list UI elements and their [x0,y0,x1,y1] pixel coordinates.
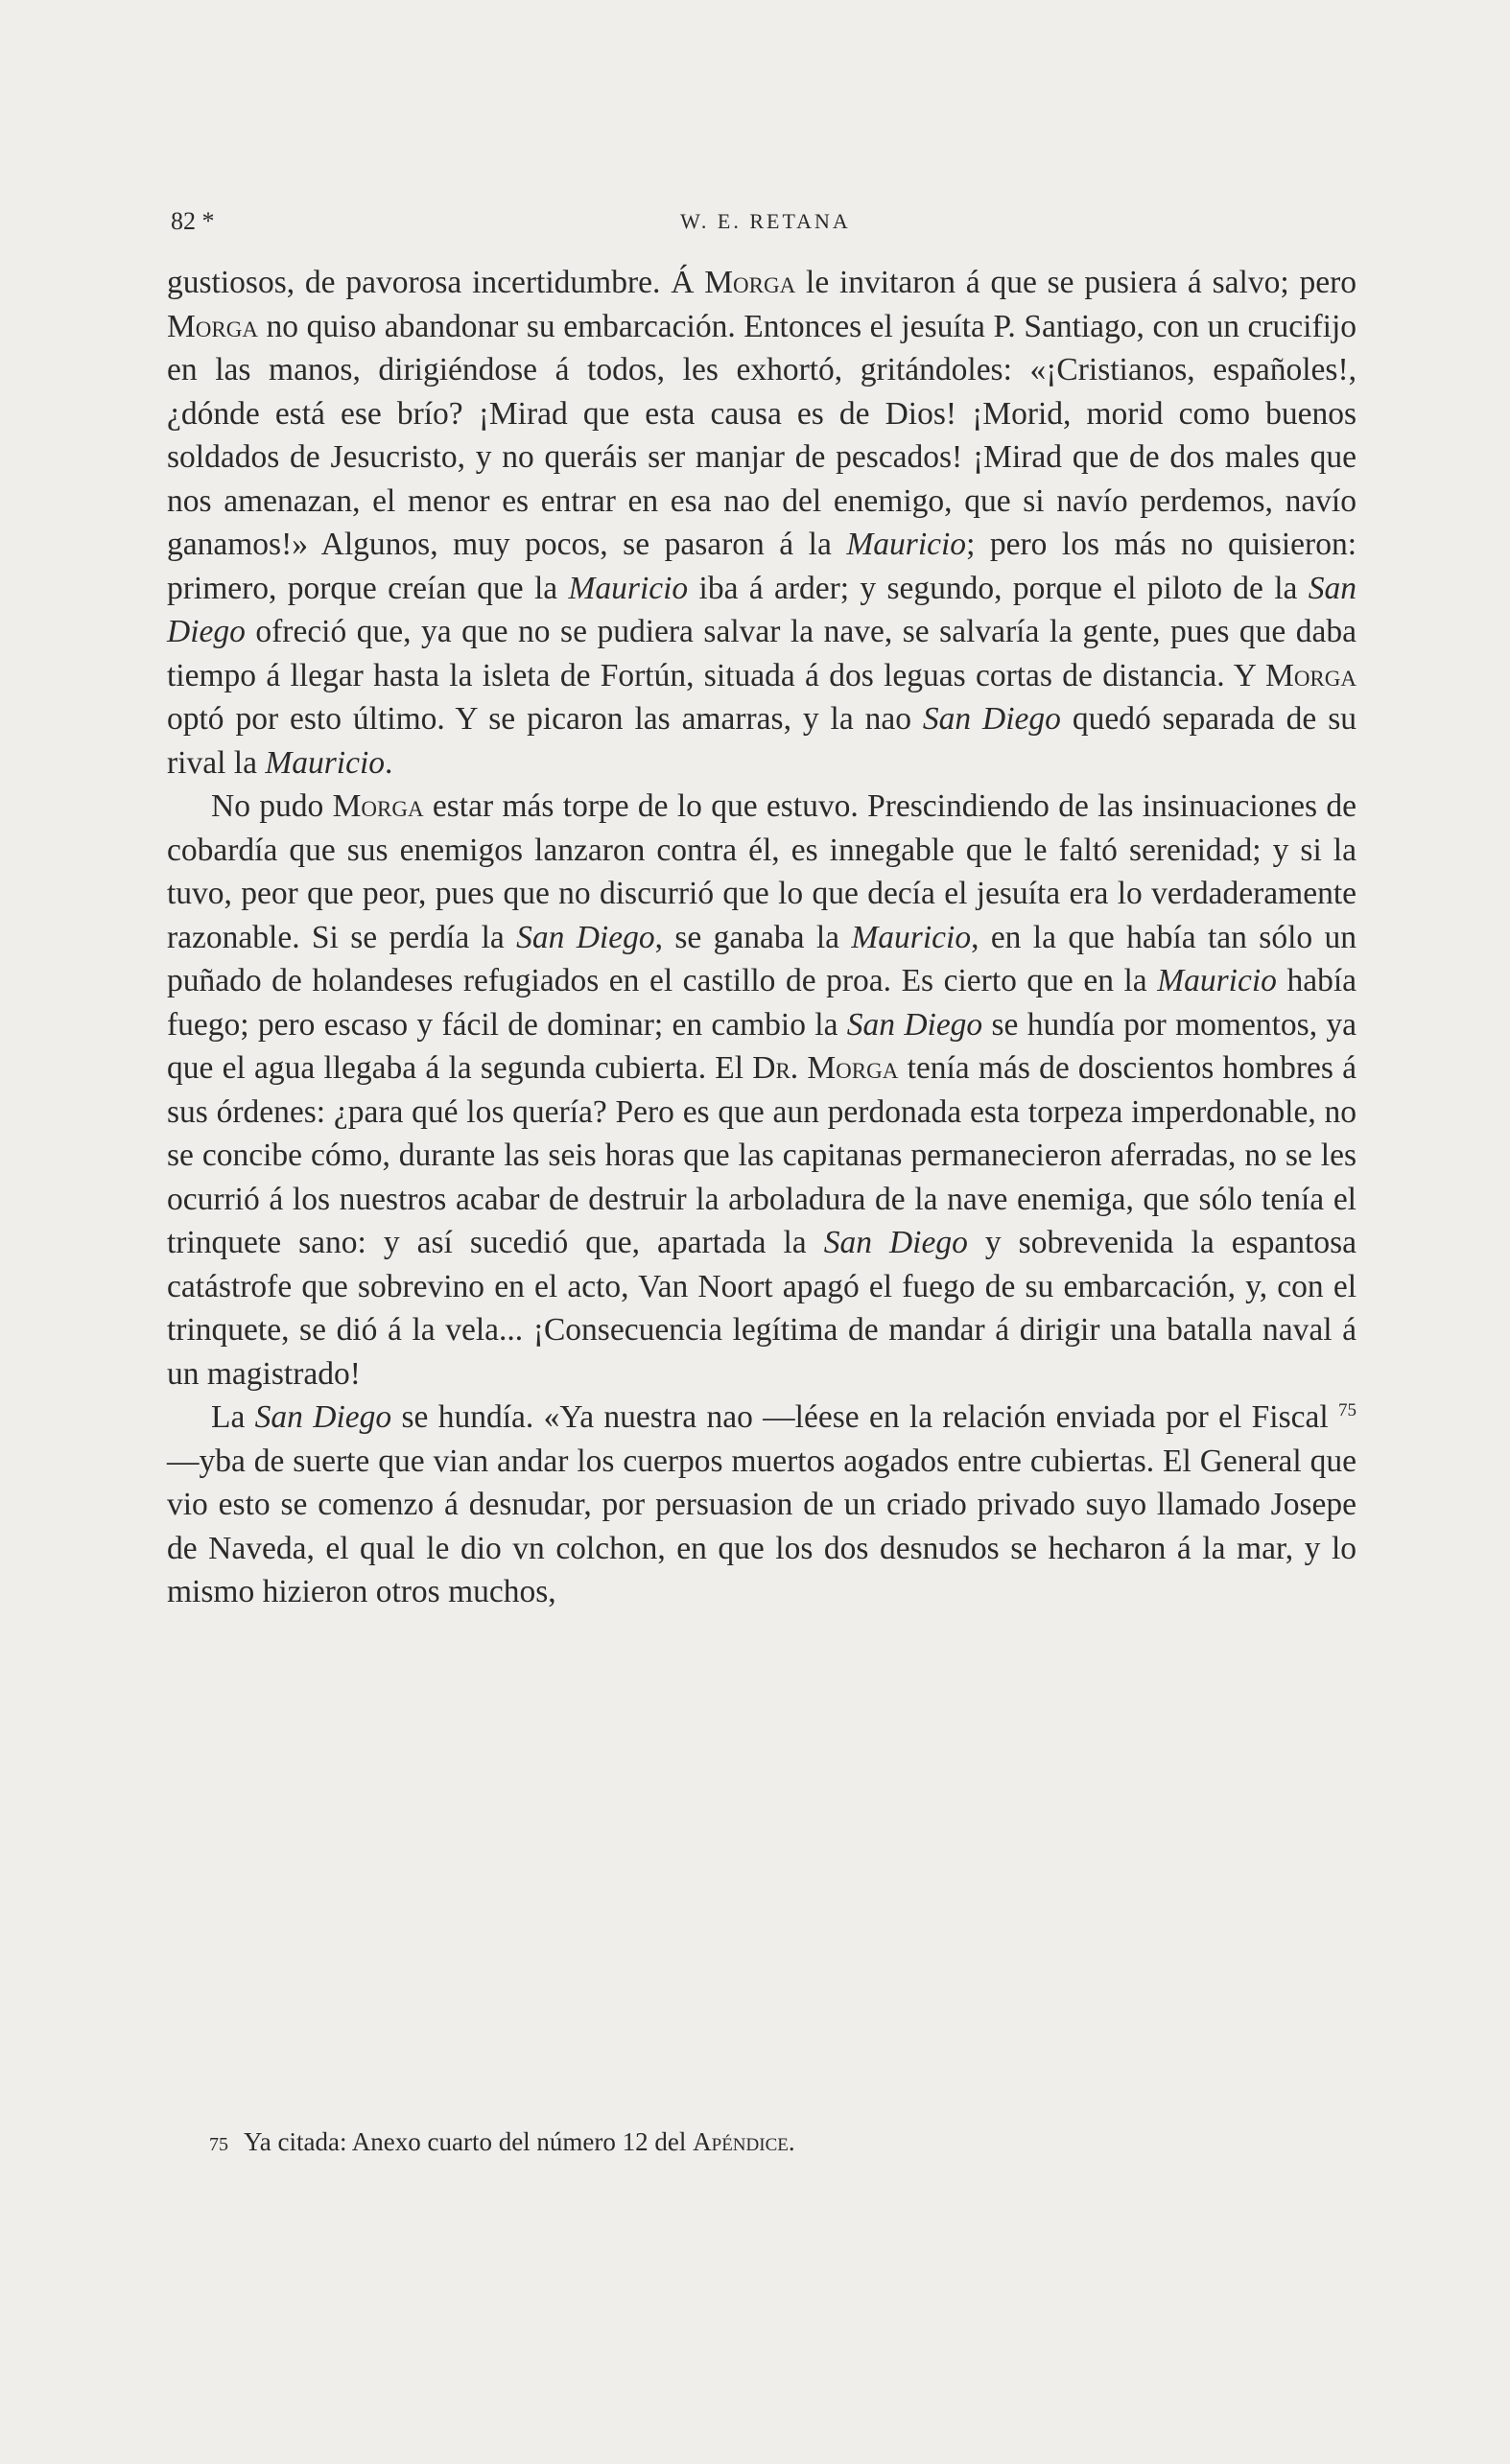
ship-name: Mauricio [1157,963,1277,998]
person-name: Dr. Morga [752,1050,899,1086]
ship-name: Mauricio [265,744,386,781]
text-run: . [385,744,393,781]
person-name: Morga [167,308,258,344]
text-run: , en la que había tan sólo un puñado de holandeses refugiados en el castillo de proa. Es cierto que en la [167,919,1357,998]
text-run: No pudo [211,788,333,824]
person-name: Morga [704,265,796,300]
text-run: se hundía por momentos, ya que el agua llegaba á la segunda cubierta. El [167,1006,1357,1086]
person-name: Morga [1265,657,1357,693]
text-run: tenía más de doscientos hombres á sus órdenes: ¿para qué los quería? Pero es que aun perdonada esta torpeza imperdonable, no se concibe cómo, durante las seis horas que las capitanas permanecieron aferradas, no se les ocurrió á los nuestros acabar de destruir la arboladura de la nave enemiga, que sólo tenía el trinquete sano: y así sucedió que, apartada la [167,1050,1357,1260]
text-run: iba á arder; y segundo, porque el piloto de la [688,570,1309,606]
text-run: optó por esto último. Y se picaron las amarras, y la nao [167,701,923,737]
text-run: ofreció que, ya que no se pudiera salvar la nave, se salvaría la gente, pues que daba tiempo á llegar hasta la isleta de Fortún, situada á dos leguas cortas de distancia. Y [167,614,1357,693]
ship-name: Mauricio [846,527,967,562]
ship-name: San Diego [846,1006,983,1043]
page-number: 82 * [171,207,215,235]
footnote-number: 75 [209,2134,228,2155]
ship-name: San Diego [823,1225,968,1260]
footnote-ref: Apéndice [693,2127,789,2156]
paragraph [167,1396,1357,1614]
text-run: no quiso abandonar su embarcación. Entonces el jesuíta P. Santiago, con un crucifijo en las manos, dirigiéndose á todos, les exhortó, gritándoles: «¡Cristianos, españoles!, ¿dónde está ese brío? ¡Mirad que esta causa es de Dios! ¡Morid, morid como buenos soldados de Jesucristo, y no queráis ser manjar de pescados! ¡Mirad que de dos males que nos amenazan, el menor es entrar en esa nao del enemigo, que si navío perdemos, navío ganamos!» Algunos, muy pocos, se pasaron á la [167,308,1357,562]
text-run: —yba de suerte que vian andar los cuerpos muertos aogados entre cubiertas. El General que vio esto se comenzo á desnudar, por persuasion de un criado privado suyo llamado Josepe de Naveda, el qual le dio vn colchon, en que los dos desnudos se hecharon á la mar, y lo mismo hizieron otros muchos, [167,1443,1357,1609]
footnote-end: . [788,2127,795,2156]
paragraph [167,785,1357,1396]
text-run: gustiosos, de pavorosa incertidumbre. Á [167,265,705,300]
ship-name: Mauricio [568,570,689,606]
text-run: ; pero los más no quisieron: primero, porque creían que la [167,527,1357,606]
footnote [209,2126,1357,2160]
ship-name: San Diego [254,1399,392,1435]
ship-name: Mauricio [851,919,972,955]
text-run: le invitaron á que se pusiera á salvo; pero [795,265,1357,300]
text-run: quedó separada de su rival la [167,701,1357,781]
running-head-author: W. E. RETANA [680,209,851,233]
footnote-marker: 75 [1338,1399,1357,1420]
ship-name: San Diego [167,570,1357,649]
text-run: estar más torpe de lo que estuvo. Prescindiendo de las insinuaciones de cobardía que sus enemigos lanzaron contra él, es innegable que le faltó serenidad; y si la tuvo, peor que peor, pues que no discurrió que lo que decía el jesuíta era lo verdaderamente razonable. Si se perdía la [167,788,1357,955]
text-run: y sobrevenida la espantosa catástrofe que sobrevino en el acto, Van Noort apagó el fuego de su embarcación, y, con el trinquete, se dió á la vela... ¡Consecuencia legítima de mandar á dirigir una batalla naval á un magistrado! [167,1225,1357,1392]
ship-name: San Diego [516,919,655,955]
paragraph [167,261,1357,785]
text-run: se hundía. «Ya nuestra nao —léese en la relación enviada por el Fiscal [391,1399,1338,1435]
person-name: Morga [332,788,424,824]
body-text [167,261,1357,1614]
text-run: , se ganaba la [654,919,852,955]
ship-name: San Diego [922,701,1061,737]
text-run: La [211,1399,255,1435]
footnote-text: Ya citada: Anexo cuarto del número 12 del [244,2127,694,2156]
text-run: había fuego; pero escaso y fácil de dominar; en cambio la [167,963,1357,1043]
